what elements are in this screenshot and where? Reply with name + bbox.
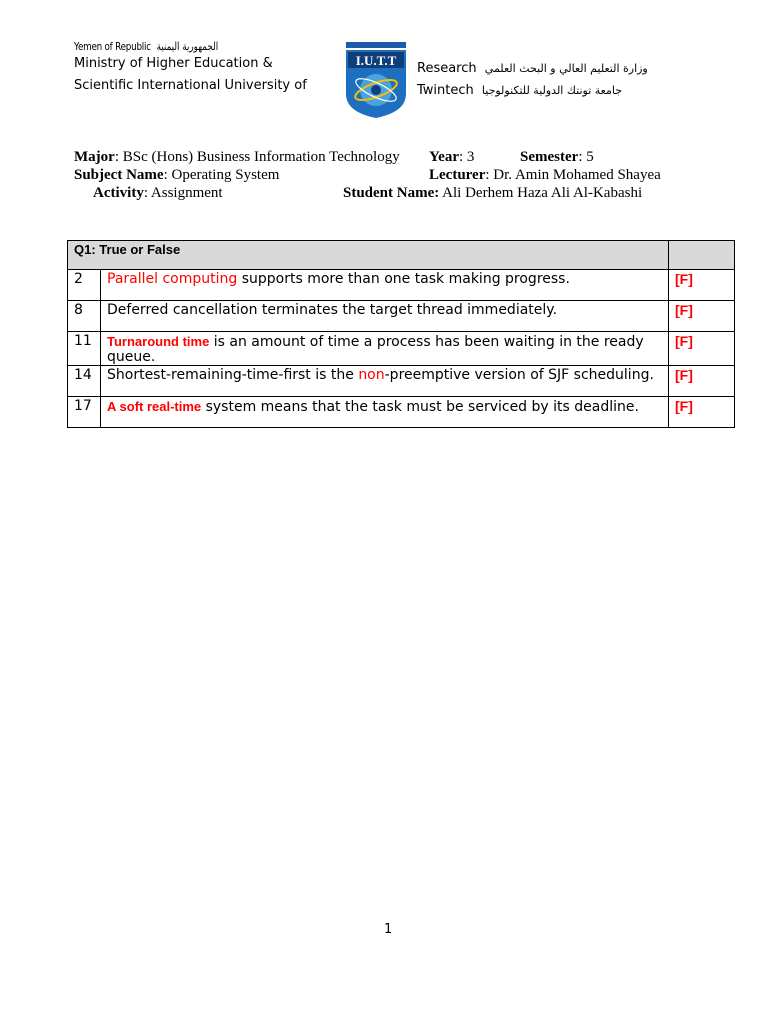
answer-cell: [F] xyxy=(669,397,735,428)
highlight-text: Parallel computing xyxy=(107,271,238,287)
twintech-en: Twintech xyxy=(417,83,474,98)
answer-cell: [F] xyxy=(669,332,735,366)
major-label: Major xyxy=(74,149,115,165)
activity-field xyxy=(93,185,223,202)
question-text xyxy=(101,270,669,301)
lecturer-value: : Dr. Amin Mohamed Shayea xyxy=(485,167,661,183)
student-field xyxy=(343,185,642,202)
year-value: : 3 xyxy=(459,149,475,165)
question-number: 11 xyxy=(68,332,101,366)
twintech-ar: جامعة تونتك الدولية للتكنولوجيا xyxy=(481,84,622,97)
question-text xyxy=(101,332,669,366)
table-header-row xyxy=(68,241,735,270)
student-label: Student Name: xyxy=(343,185,440,201)
table-row xyxy=(68,397,735,428)
question-text xyxy=(101,366,669,397)
question-table xyxy=(67,240,735,428)
semester-field xyxy=(520,149,594,166)
activity-label: Activity xyxy=(93,185,144,201)
statement-text: system means that the task must be serviced by its deadline. xyxy=(201,399,639,415)
question-text xyxy=(101,397,669,428)
year-field xyxy=(429,149,474,166)
highlight-text: non xyxy=(358,367,385,383)
logo-text: I.U.T.T xyxy=(355,53,397,68)
table-row xyxy=(68,366,735,397)
republic-en: Yemen of Republic xyxy=(74,40,151,53)
subject-field xyxy=(74,167,279,184)
research-line xyxy=(417,58,648,80)
university-line: Scientific International University of xyxy=(74,78,307,93)
answer-cell: [F] xyxy=(669,366,735,397)
question-number: 17 xyxy=(68,397,101,428)
statement-text: supports more than one task making progress. xyxy=(237,271,570,287)
question-number: 14 xyxy=(68,366,101,397)
republic-ar: الجمهورية اليمنية xyxy=(156,40,219,53)
table-row xyxy=(68,301,735,332)
header-left xyxy=(74,40,307,97)
answer-cell: [F] xyxy=(669,301,735,332)
ministry-line: Ministry of Higher Education & xyxy=(74,56,273,71)
lecturer-label: Lecturer xyxy=(429,167,486,183)
semester-value: : 5 xyxy=(578,149,594,165)
republic-line xyxy=(74,40,260,53)
header-right xyxy=(417,58,648,102)
page-number: 1 xyxy=(384,922,393,937)
subject-value: : Operating System xyxy=(163,167,280,183)
lecturer-field xyxy=(429,167,661,184)
highlight-text: A soft real-time xyxy=(107,399,202,414)
question-number: 8 xyxy=(68,301,101,332)
question-heading: Q1: True or False xyxy=(68,241,669,270)
university-logo xyxy=(344,42,408,118)
research-en: Research xyxy=(417,61,477,76)
answer-header-cell xyxy=(669,241,735,270)
major-value: : BSc (Hons) Business Information Technology xyxy=(114,149,400,165)
table-row xyxy=(68,332,735,366)
highlight-text: Turnaround time xyxy=(107,334,210,349)
question-text: Deferred cancellation terminates the target thread immediately. xyxy=(101,301,669,332)
answer-cell: [F] xyxy=(669,270,735,301)
statement-text: -preemptive version of SJF scheduling. xyxy=(384,367,654,383)
research-ar: وزارة التعليم العالي و البحث العلمي xyxy=(484,62,648,75)
table-row xyxy=(68,270,735,301)
activity-value: : Assignment xyxy=(143,185,223,201)
major-field xyxy=(74,149,400,166)
semester-label: Semester xyxy=(520,149,579,165)
year-label: Year xyxy=(429,149,459,165)
statement-text: Shortest-remaining-time-first is the xyxy=(107,367,359,383)
subject-label: Subject Name xyxy=(74,167,164,183)
question-number: 2 xyxy=(68,270,101,301)
twintech-line xyxy=(417,80,648,102)
student-value: Ali Derhem Haza Ali Al-Kabashi xyxy=(439,185,643,201)
statement-text: is an amount of time a process has been waiting in the ready queue. xyxy=(107,334,644,365)
